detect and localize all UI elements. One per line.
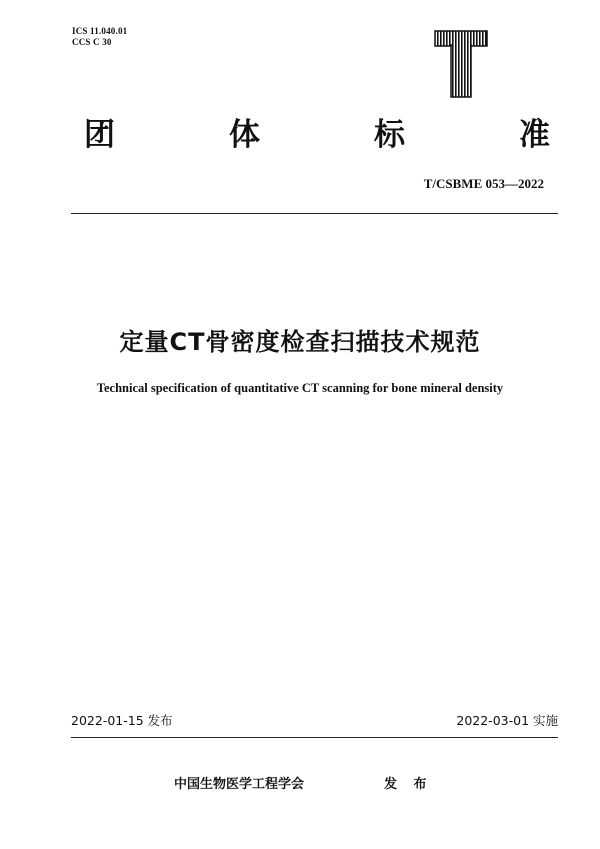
document-type-heading [84,115,550,155]
doc-type-char-2: 体 [229,117,260,153]
ccs-code: CCS C 30 [72,37,112,47]
doc-type-char-1: 团 [84,117,115,153]
issue-date: 2022-01-15 发布 [71,713,173,728]
english-title: Technical specification of quantitative CT scanning for bone mineral density [96,381,504,395]
implementation-date: 2022-03-01 实施 [456,713,558,728]
logo-t-mark [434,30,488,98]
publisher-name: 中国生物医学工程学会 [174,777,305,792]
group-standard-logo [434,30,488,98]
publish-label: 发 布 [384,777,433,792]
standard-number: T/CSBME 053—2022 [423,176,544,191]
chinese-title: 定量CT骨密度检查扫描技术规范 [119,328,481,356]
ics-code: ICS 11.040.01 [72,26,128,36]
doc-type-char-3: 标 [374,117,405,153]
top-divider [71,213,558,214]
doc-type-char-4: 准 [519,117,550,153]
classification-codes [72,26,127,48]
bottom-divider [71,737,558,738]
